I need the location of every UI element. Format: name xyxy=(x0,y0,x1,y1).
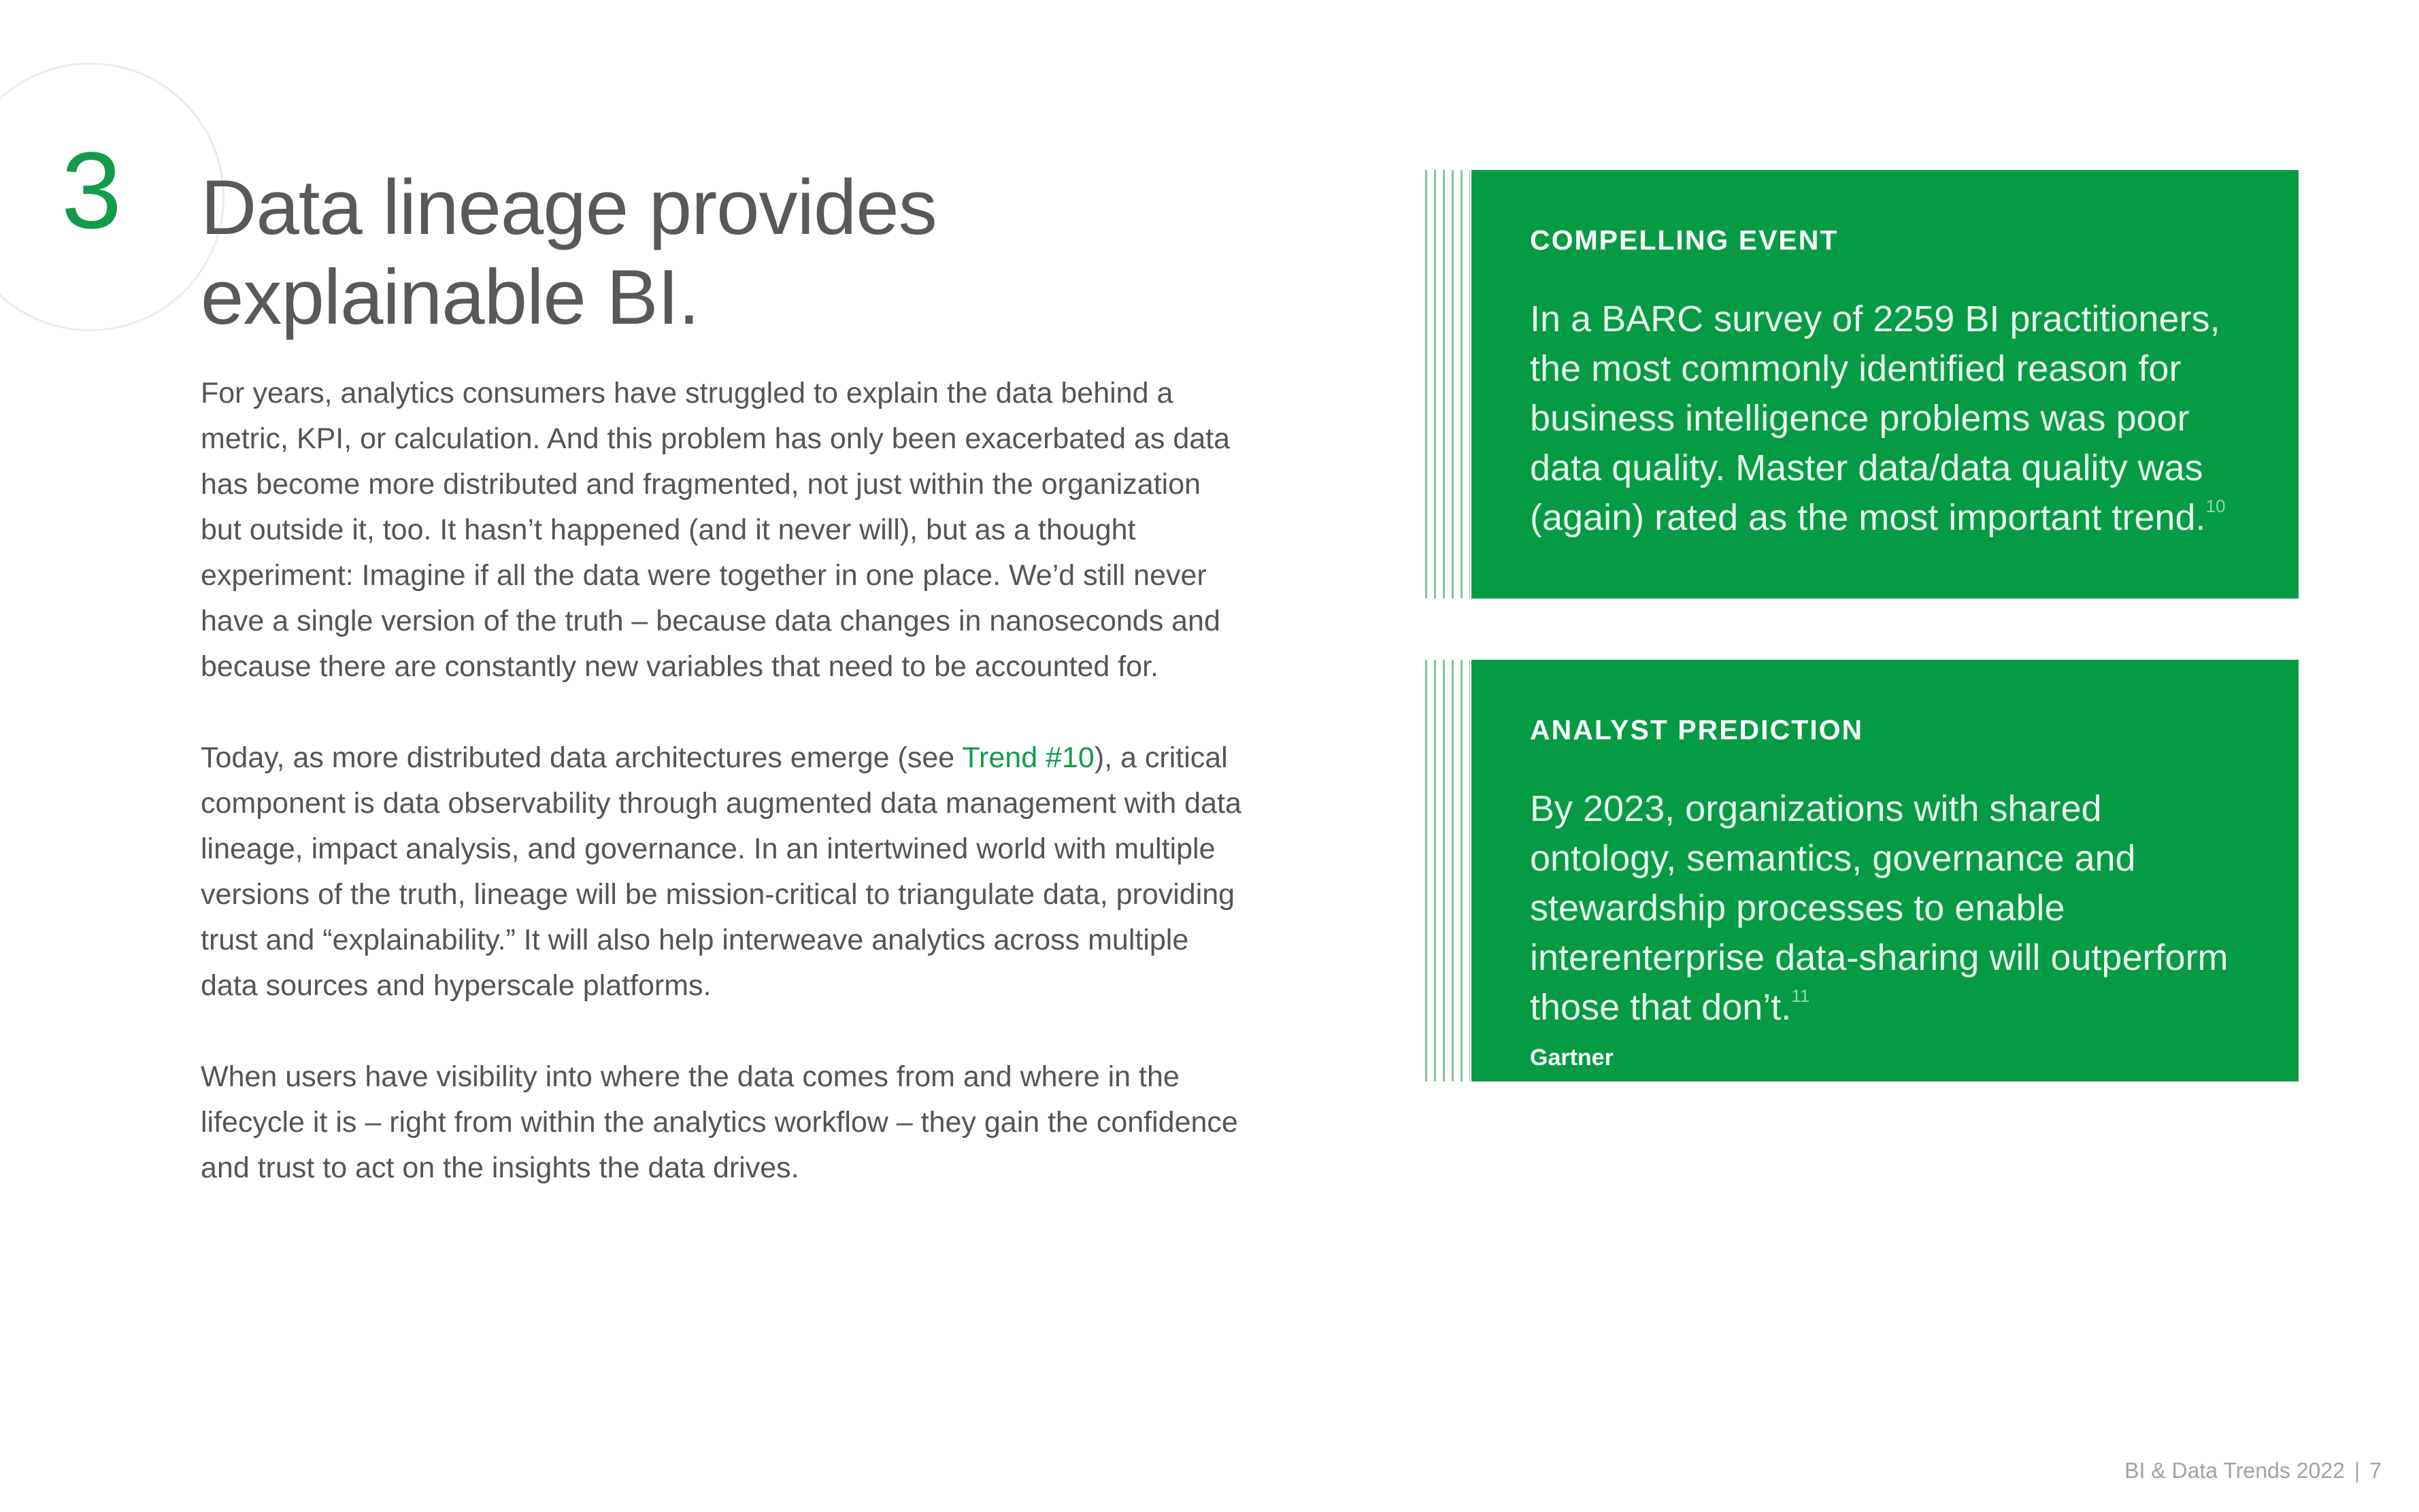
callout-box xyxy=(1471,660,2299,1081)
trend-number: 3 xyxy=(61,129,122,251)
callout-stripes xyxy=(1425,170,1470,599)
page-number: 7 xyxy=(2369,1458,2382,1483)
footnote-ref[interactable]: 10 xyxy=(2205,496,2226,516)
callout-text-content: In a BARC survey of 2259 BI practitioners, the most commonly identified reason for business intelligence problems was poor data quality. Master data/data quality was (again) rated as the most important trend. xyxy=(1530,299,2220,538)
paragraph-2 xyxy=(201,735,1248,1009)
title-line-1: Data lineage provides xyxy=(201,165,937,251)
callout-source: Gartner xyxy=(1530,1045,1614,1071)
callout-text xyxy=(1530,784,2240,1032)
callout-box xyxy=(1471,170,2299,599)
paragraph-3: When users have visibility into where the data comes from and where in the lifecycle it is – right from within the analytics workflow – they gain the confidence and trust to act on the insights the data drives. xyxy=(201,1060,1238,1184)
callout-label: COMPELLING EVENT xyxy=(1530,224,1839,256)
page-footer xyxy=(2124,1458,2382,1483)
page-title xyxy=(201,163,1221,343)
title-line-2: explainable BI. xyxy=(201,254,699,341)
callout-label: ANALYST PREDICTION xyxy=(1530,714,1864,745)
callout-stripes xyxy=(1425,660,1470,1081)
trend-10-link[interactable]: Trend #10 xyxy=(962,741,1095,774)
body-text xyxy=(201,371,1248,1237)
callout-text-content: By 2023, organizations with shared ontology, semantics, governance and stewardship processes to enable interenterprise data-sharing will outperform those that don’t. xyxy=(1530,788,2229,1028)
paragraph-2-start: Today, as more distributed data architectures emerge (see xyxy=(201,741,963,774)
callout-text xyxy=(1530,295,2240,543)
paragraph-1: For years, analytics consumers have struggled to explain the data behind a metric, KPI, or calculation. And this problem has only been exacerbated as data has become more distributed and fragmented, not just within the organization but outside it, too. It hasn’t happened (and it never will), but as a thought experiment: Imagine if all the data were together in one place. We’d still never have a single version of the truth – because data changes in nanoseconds and because there are constantly new variables that need to be accounted for. xyxy=(201,377,1231,683)
paragraph-2-end: ), a critical component is data observability through augmented data management with data lineage, impact analysis, and governance. In an intertwined world with multiple versions of the truth, lineage will be mission-critical to triangulate data, providing trust and “explainability.” It will also help interweave analytics across multiple data sources and hyperscale platforms. xyxy=(201,741,1241,1002)
footer-separator: | xyxy=(2354,1458,2360,1483)
footnote-ref[interactable]: 11 xyxy=(1791,986,1810,1006)
footer-doc-title: BI & Data Trends 2022 xyxy=(2124,1458,2345,1483)
